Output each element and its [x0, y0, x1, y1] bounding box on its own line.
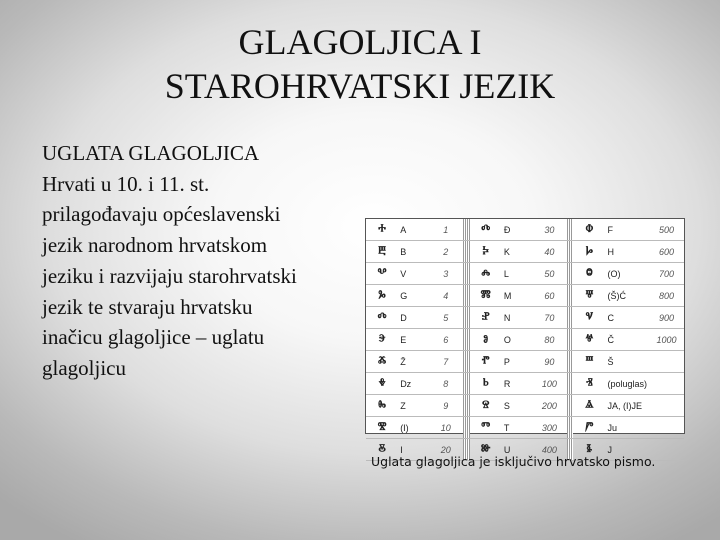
numeric-value: 900	[649, 307, 684, 329]
column-divider	[567, 373, 574, 395]
numeric-value	[649, 373, 684, 395]
body-line: Hrvati u 10. i 11. st.	[42, 171, 210, 196]
numeric-value: 200	[532, 395, 567, 417]
body-text	[42, 138, 342, 384]
numeric-value: 800	[649, 285, 684, 307]
glagolitic-letter: ⱆ	[470, 439, 502, 461]
glagolitic-letter: ⰺ	[366, 417, 398, 439]
column-divider	[567, 219, 574, 241]
numeric-value: 9	[429, 395, 463, 417]
alphabet-table	[366, 219, 684, 461]
glagolitic-letter: ⰽ	[470, 241, 502, 263]
column-divider	[567, 351, 574, 373]
latin-letter: N	[502, 307, 532, 329]
numeric-value: 500	[649, 219, 684, 241]
glagolitic-letter: ⱅ	[470, 417, 502, 439]
latin-letter: M	[502, 285, 532, 307]
glagolitic-letter: ⰵ	[366, 329, 398, 351]
numeric-value: 1	[429, 219, 463, 241]
numeric-value: 300	[532, 417, 567, 439]
latin-letter: U	[502, 439, 532, 461]
latin-letter: H	[605, 241, 649, 263]
glagolitic-letter: ⱛ	[573, 439, 605, 461]
glagolitic-letter: ⱃ	[470, 373, 502, 395]
latin-letter: O	[502, 329, 532, 351]
latin-letter: (poluglas)	[605, 373, 649, 395]
table-row	[366, 285, 684, 307]
numeric-value: 50	[532, 263, 567, 285]
glagolitic-letter: ⰿ	[470, 285, 502, 307]
glagolitic-letter: ⱋ	[573, 285, 605, 307]
column-divider	[567, 417, 574, 439]
column-divider	[567, 329, 574, 351]
body-line: UGLATA GLAGOLJICA	[42, 141, 260, 165]
latin-letter: (I)	[398, 417, 429, 439]
body-line: jeziku i razvijaju starohrvatski	[42, 263, 297, 288]
glagolitic-letter: ⰳ	[366, 285, 398, 307]
numeric-value: 3	[429, 263, 463, 285]
table-row	[366, 329, 684, 351]
column-divider	[463, 307, 470, 329]
numeric-value: 5	[429, 307, 463, 329]
table-row	[366, 395, 684, 417]
latin-letter: K	[502, 241, 532, 263]
latin-letter: Dz	[398, 373, 429, 395]
latin-letter: B	[398, 241, 429, 263]
latin-letter: I	[398, 439, 429, 461]
column-divider	[463, 373, 470, 395]
column-divider	[567, 307, 574, 329]
latin-letter: F	[605, 219, 649, 241]
column-divider	[463, 263, 470, 285]
glagolitic-letter: ⱄ	[470, 395, 502, 417]
title-line-1: GLAGOLJICA I	[238, 22, 482, 62]
body-line: jezik narodnom hrvatskom	[42, 233, 268, 258]
title-line-2: STAROHRVATSKI JEZIK	[164, 66, 556, 106]
glagolitic-alphabet-table	[365, 218, 685, 458]
numeric-value: 20	[429, 439, 463, 461]
glagolitic-letter: ⰴ	[366, 307, 398, 329]
latin-letter: Ju	[605, 417, 649, 439]
alphabet-table-body	[366, 219, 684, 461]
latin-letter: G	[398, 285, 429, 307]
body-line: prilagođavaju općeslavenski	[42, 202, 281, 227]
glagolitic-letter: ⱁ	[470, 329, 502, 351]
glagolitic-letter: ⱈ	[573, 241, 605, 263]
column-divider	[463, 395, 470, 417]
glagolitic-letter: ⱎ	[573, 351, 605, 373]
latin-letter: E	[398, 329, 429, 351]
glagolitic-letter: ⰲ	[366, 263, 398, 285]
numeric-value: 7	[429, 351, 463, 373]
table-row	[366, 241, 684, 263]
column-divider	[567, 263, 574, 285]
numeric-value	[649, 395, 684, 417]
glagolitic-letter: ⱓ	[573, 417, 605, 439]
latin-letter: D	[398, 307, 429, 329]
latin-letter: Đ	[502, 219, 532, 241]
numeric-value: 70	[532, 307, 567, 329]
column-divider	[463, 285, 470, 307]
glagolitic-letter: ⰾ	[470, 263, 502, 285]
table-row	[366, 263, 684, 285]
glagolitic-letter: ⰶ	[366, 351, 398, 373]
numeric-value: 10	[429, 417, 463, 439]
glagolitic-letter: ⱂ	[470, 351, 502, 373]
glagolitic-letter: ⱉ	[573, 263, 605, 285]
table-row	[366, 307, 684, 329]
numeric-value: 6	[429, 329, 463, 351]
numeric-value: 700	[649, 263, 684, 285]
glagolitic-letter: ⰴ	[470, 219, 502, 241]
latin-letter: P	[502, 351, 532, 373]
latin-letter: Z	[398, 395, 429, 417]
body-line: jezik te stvaraju hrvatsku	[42, 294, 253, 319]
numeric-value: 80	[532, 329, 567, 351]
latin-letter: Š	[605, 351, 649, 373]
latin-letter: V	[398, 263, 429, 285]
glagolitic-letter: ⱌ	[573, 307, 605, 329]
numeric-value: 90	[532, 351, 567, 373]
column-divider	[567, 285, 574, 307]
numeric-value	[649, 417, 684, 439]
column-divider	[567, 395, 574, 417]
column-divider	[567, 241, 574, 263]
table-row	[366, 417, 684, 439]
glagolitic-letter: ⰰ	[366, 219, 398, 241]
glagolitic-letter: ⱐ	[573, 373, 605, 395]
glagolitic-letter: ⰻ	[366, 439, 398, 461]
column-divider	[463, 329, 470, 351]
latin-letter: (O)	[605, 263, 649, 285]
table-row	[366, 219, 684, 241]
numeric-value	[649, 351, 684, 373]
glagolitic-letter: ⰷ	[366, 373, 398, 395]
glagolitic-letter: ⱀ	[470, 307, 502, 329]
latin-letter: R	[502, 373, 532, 395]
glagolitic-letter: ⰱ	[366, 241, 398, 263]
numeric-value: 600	[649, 241, 684, 263]
table-row	[366, 351, 684, 373]
latin-letter: JA, (I)JE	[605, 395, 649, 417]
latin-letter: J	[605, 439, 649, 461]
numeric-value: 1000	[649, 329, 684, 351]
numeric-value: 4	[429, 285, 463, 307]
column-divider	[463, 241, 470, 263]
latin-letter: T	[502, 417, 532, 439]
body-line: inačicu glagoljice – uglatu	[42, 325, 265, 350]
column-divider	[463, 219, 470, 241]
table-row	[366, 373, 684, 395]
column-divider	[463, 417, 470, 439]
latin-letter: C	[605, 307, 649, 329]
numeric-value: 8	[429, 373, 463, 395]
latin-letter: L	[502, 263, 532, 285]
latin-letter: Č	[605, 329, 649, 351]
table-caption: Uglata glagoljica je isključivo hrvatsko pismo.	[371, 454, 656, 469]
numeric-value: 2	[429, 241, 463, 263]
glagolitic-letter: ⱑ	[573, 395, 605, 417]
glagolitic-letter: ⰸ	[366, 395, 398, 417]
numeric-value: 100	[532, 373, 567, 395]
glagolitic-letter: ⱍ	[573, 329, 605, 351]
latin-letter: Ž	[398, 351, 429, 373]
numeric-value: 30	[532, 219, 567, 241]
body-line: glagoljicu	[42, 355, 126, 380]
latin-letter: A	[398, 219, 429, 241]
latin-letter: (Š)Ć	[605, 285, 649, 307]
numeric-value: 40	[532, 241, 567, 263]
slide-title	[0, 20, 720, 108]
glagolitic-letter: ⱇ	[573, 219, 605, 241]
column-divider	[463, 351, 470, 373]
numeric-value: 400	[532, 439, 567, 461]
latin-letter: S	[502, 395, 532, 417]
numeric-value: 60	[532, 285, 567, 307]
